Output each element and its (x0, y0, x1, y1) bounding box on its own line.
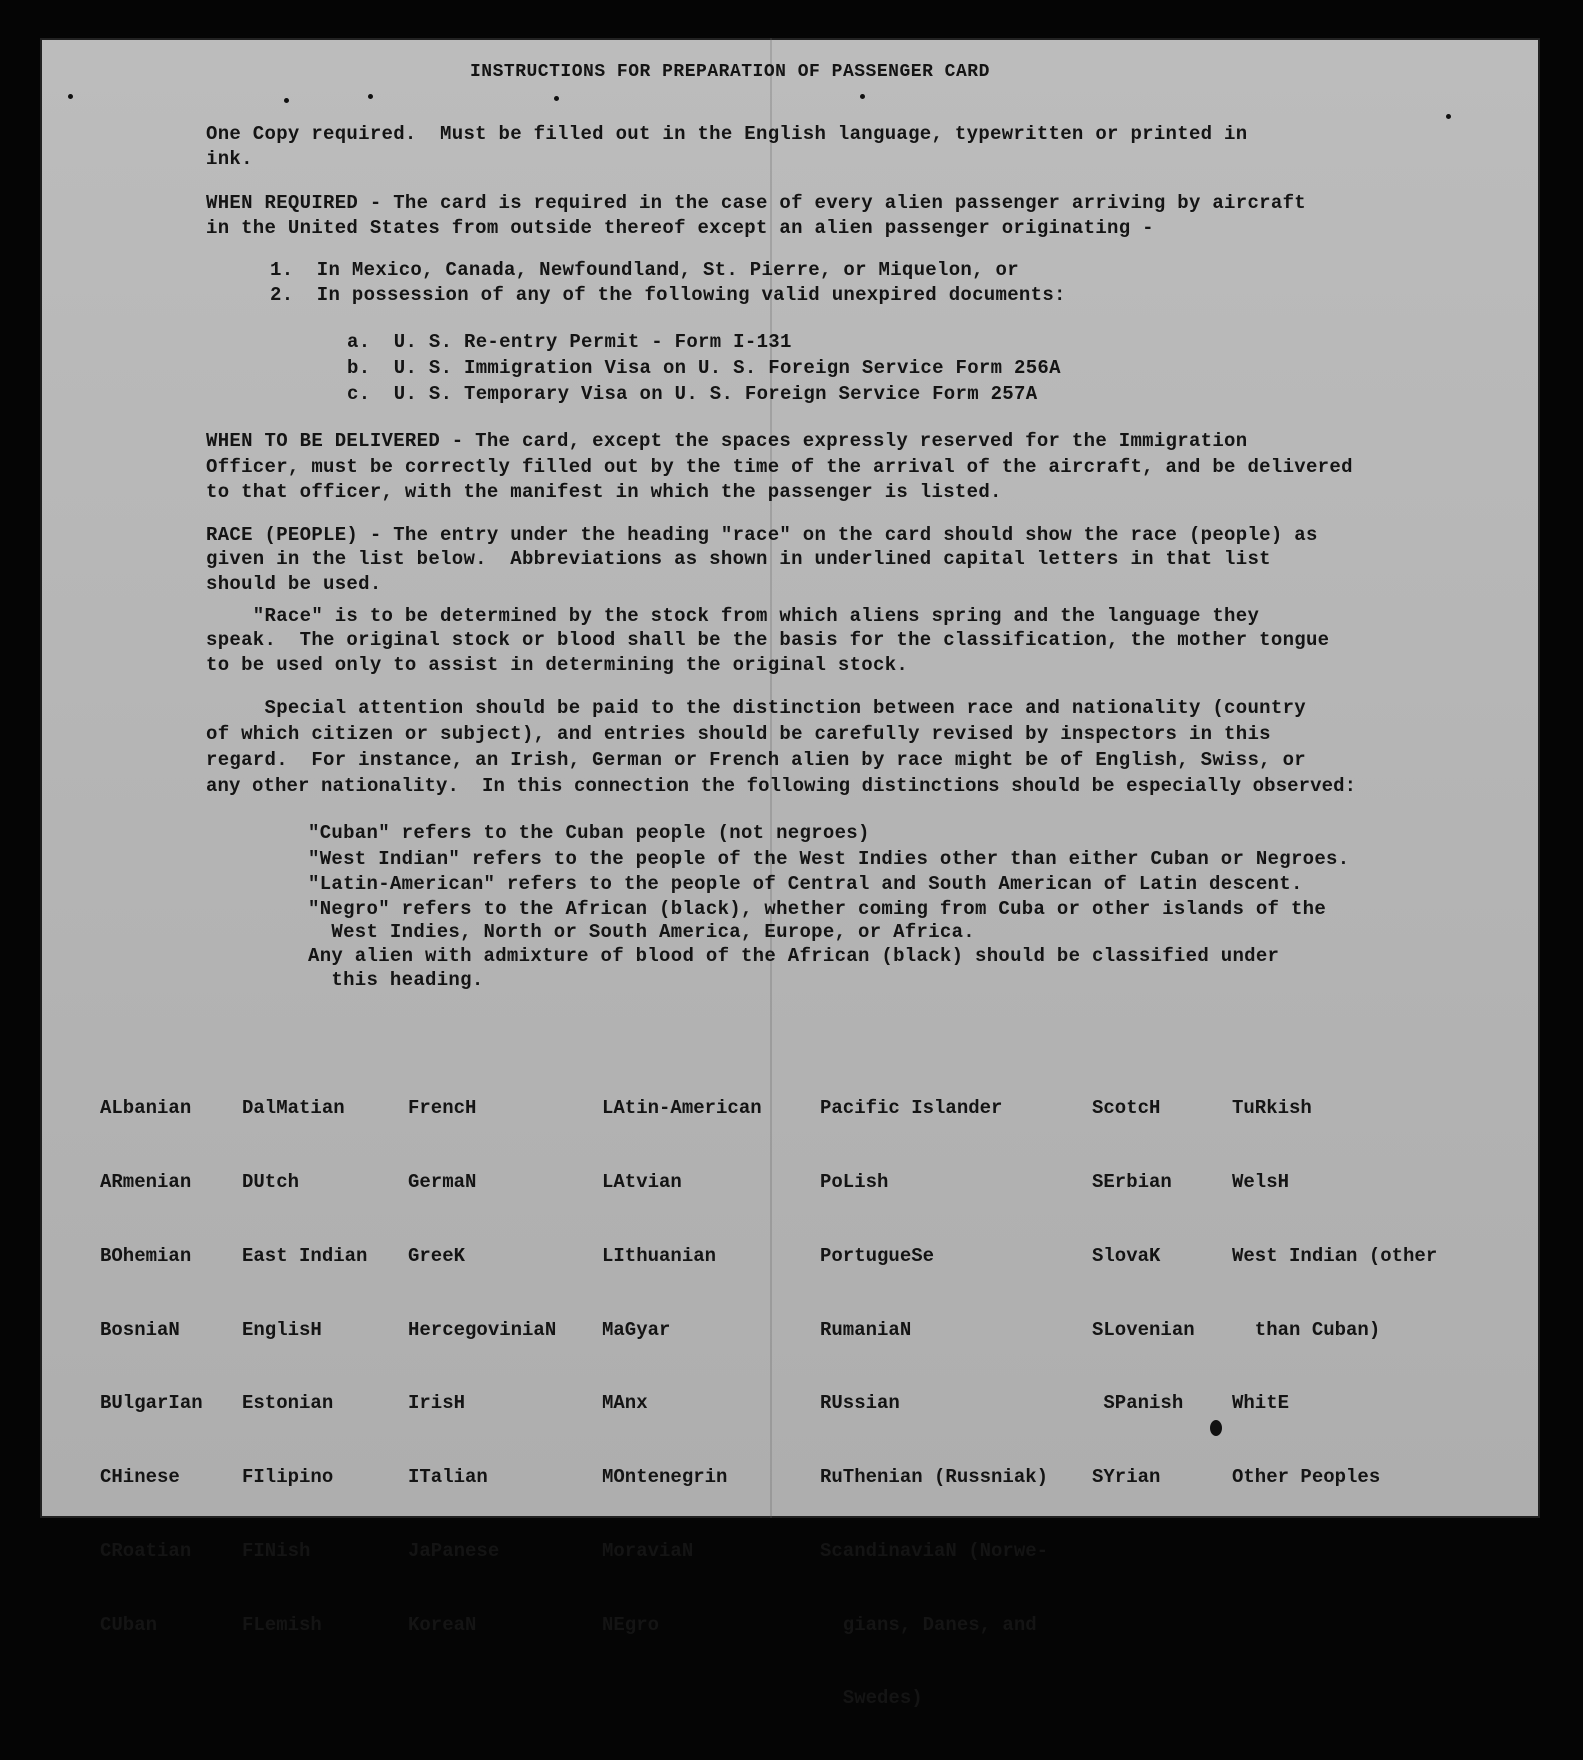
race-item: CRoatian (100, 1539, 192, 1562)
distinction-admixture-line-2: this heading. (308, 969, 484, 991)
race-item: EnglisH (242, 1318, 322, 1341)
scan-speck (1210, 1420, 1222, 1436)
special-line-3: regard. For instance, an Irish, German or French alien by race might be of English, Swiss, or (206, 749, 1306, 771)
race-item: MOntenegrin (602, 1466, 728, 1489)
race-item: SYrian (1092, 1466, 1161, 1489)
lettered-item-b: b. U. S. Immigration Visa on U. S. Foreign Service Form 256A (347, 357, 1061, 379)
scan-speck (1446, 114, 1451, 119)
race-item: CUban (100, 1613, 158, 1636)
race-item: than Cuban) (1232, 1318, 1381, 1341)
race-item: GreeK (408, 1244, 466, 1267)
race-item: ScandinaviaN (Norwe- (820, 1539, 1049, 1562)
race-item: MAnx (602, 1392, 648, 1415)
race-item: PoLish (820, 1170, 889, 1193)
lettered-item-a: a. U. S. Re-entry Permit - Form I-131 (347, 331, 792, 353)
race-defined-line-1: "Race" is to be determined by the stock from which aliens spring and the language they (206, 605, 1260, 627)
scan-speck (368, 94, 373, 99)
race-item: FINish (242, 1539, 311, 1562)
race-list-column-1 (100, 1047, 203, 1686)
race-item: Swedes) (820, 1687, 923, 1710)
race-item: ITalian (408, 1466, 488, 1489)
race-item: ALbanian (100, 1097, 192, 1120)
race-item: ARmenian (100, 1170, 192, 1193)
lettered-item-c: c. U. S. Temporary Visa on U. S. Foreign Service Form 257A (347, 383, 1038, 405)
race-item: IrisH (408, 1392, 466, 1415)
race-item: NEgro (602, 1613, 660, 1636)
race-list-column-4 (602, 1047, 762, 1686)
race-list-column-5 (820, 1047, 1048, 1760)
when-delivered-line-2: Officer, must be correctly filled out by the time of the arrival of the aircraft, and be delivered (206, 456, 1353, 478)
race-list-column-3 (408, 1047, 556, 1686)
race-item: CHinese (100, 1466, 180, 1489)
race-item: Estonian (242, 1392, 334, 1415)
document-title: INSTRUCTIONS FOR PREPARATION OF PASSENGER CARD (470, 62, 990, 82)
race-item: ScotcH (1092, 1097, 1161, 1120)
document-page (40, 38, 1540, 1710)
race-item: LAtin-American (602, 1097, 762, 1120)
race-list-column-2 (242, 1047, 367, 1686)
distinction-cuban: "Cuban" refers to the Cuban people (not negroes) (308, 822, 870, 844)
numbered-item-2: 2. In possession of any of the following valid unexpired documents: (270, 284, 1066, 306)
race-item: DUtch (242, 1170, 300, 1193)
race-item: SlovaK (1092, 1244, 1161, 1267)
distinction-negro-line-1: "Negro" refers to the African (black), whether coming from Cuba or other islands of the (308, 898, 1327, 920)
race-item: GermaN (408, 1170, 477, 1193)
race-item: JaPanese (408, 1539, 500, 1562)
race-item: BOhemian (100, 1244, 192, 1267)
race-item: East Indian (242, 1244, 368, 1267)
distinction-latin-american: "Latin-American" refers to the people of Central and South American of Latin descent. (308, 873, 1303, 895)
race-defined-line-3: to be used only to assist in determining the original stock. (206, 654, 909, 676)
when-delivered-line-1: WHEN TO BE DELIVERED - The card, except the spaces expressly reserved for the Immigration (206, 430, 1248, 452)
race-item: SPanish (1092, 1392, 1184, 1415)
intro-line-1: One Copy required. Must be filled out in the English language, typewritten or printed in (206, 123, 1248, 145)
race-item: Pacific Islander (820, 1097, 1003, 1120)
race-item: MoraviaN (602, 1539, 694, 1562)
race-item: HercegoviniaN (408, 1318, 557, 1341)
race-item: SLovenian (1092, 1318, 1195, 1341)
intro-line-2: ink. (206, 148, 253, 170)
scan-speck (68, 94, 73, 99)
race-item: RuThenian (Russniak) (820, 1466, 1049, 1489)
race-line-1: RACE (PEOPLE) - The entry under the heading "race" on the card should show the race (people) as (206, 524, 1318, 546)
race-defined-line-2: speak. The original stock or blood shall be the basis for the classification, the mother tongue (206, 629, 1330, 651)
race-item: BUlgarIan (100, 1392, 203, 1415)
when-required-line-2: in the United States from outside thereof except an alien passenger originating - (206, 217, 1154, 239)
race-item: WhitE (1232, 1392, 1290, 1415)
when-delivered-line-3: to that officer, with the manifest in which the passenger is listed. (206, 481, 1002, 503)
race-item: FIlipino (242, 1466, 334, 1489)
race-item: DalMatian (242, 1097, 345, 1120)
race-line-2: given in the list below. Abbreviations as shown in underlined capital letters in that list (206, 548, 1271, 570)
race-item: LIthuanian (602, 1244, 717, 1267)
race-item: TuRkish (1232, 1097, 1312, 1120)
race-item: KoreaN (408, 1613, 477, 1636)
race-line-3: should be used. (206, 573, 382, 595)
race-list-column-6 (1092, 1047, 1195, 1539)
race-item: BosniaN (100, 1318, 180, 1341)
race-item: RumaniaN (820, 1318, 912, 1341)
special-line-2: of which citizen or subject), and entries should be carefully revised by inspectors in this (206, 723, 1271, 745)
scan-speck (860, 94, 865, 99)
race-list-column-7 (1232, 1047, 1437, 1539)
race-item: WelsH (1232, 1170, 1290, 1193)
race-item: West Indian (other (1232, 1244, 1438, 1267)
scan-speck (554, 96, 559, 101)
race-item: MaGyar (602, 1318, 671, 1341)
race-item: SErbian (1092, 1170, 1172, 1193)
distinction-negro-line-2: West Indies, North or South America, Europe, or Africa. (308, 921, 976, 943)
special-line-1: Special attention should be paid to the distinction between race and nationality (country (206, 697, 1306, 719)
distinction-west-indian: "West Indian" refers to the people of the West Indies other than either Cuban or Negroes. (308, 848, 1350, 870)
race-item: RUssian (820, 1392, 900, 1415)
scan-speck (284, 98, 289, 103)
race-item: LAtvian (602, 1170, 682, 1193)
special-line-4: any other nationality. In this connection the following distinctions should be especially observed: (206, 775, 1357, 797)
race-item: FrencH (408, 1097, 477, 1120)
race-item: FLemish (242, 1613, 322, 1636)
race-item: PortugueSe (820, 1244, 935, 1267)
when-required-line-1: WHEN REQUIRED - The card is required in the case of every alien passenger arriving by aircraft (206, 192, 1306, 214)
race-item: Other Peoples (1232, 1466, 1381, 1489)
race-item: gians, Danes, and (820, 1613, 1037, 1636)
numbered-item-1: 1. In Mexico, Canada, Newfoundland, St. Pierre, or Miquelon, or (270, 259, 1019, 281)
distinction-admixture-line-1: Any alien with admixture of blood of the African (black) should be classified under (308, 945, 1280, 967)
